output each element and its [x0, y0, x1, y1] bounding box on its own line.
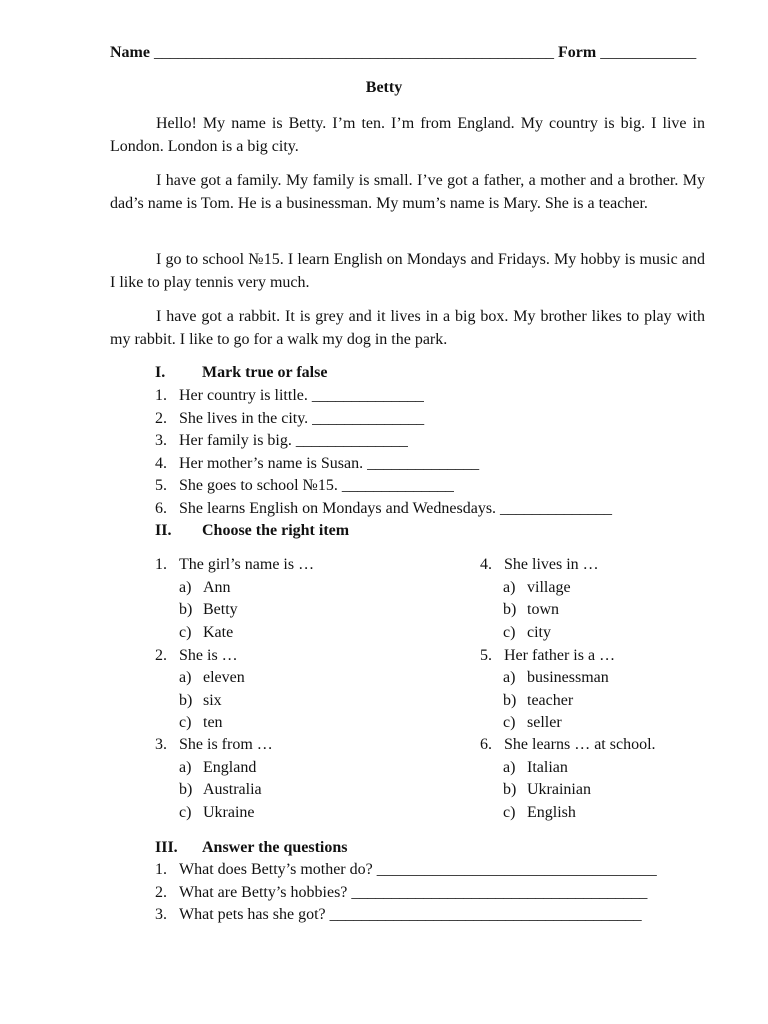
option[interactable]: b) six	[179, 692, 222, 709]
true-false-statement[interactable]: Her family is big. ______________	[179, 432, 408, 449]
list-item: 6. She learns English on Mondays and Wednesdays. ______________	[155, 500, 613, 517]
answer-question[interactable]: What does Betty’s mother do? ___________________________________	[179, 861, 657, 878]
section-2-heading	[155, 522, 349, 540]
option[interactable]: c) Kate	[179, 624, 234, 641]
true-false-statement[interactable]: She lives in the city. ______________	[179, 410, 425, 427]
option[interactable]: c) city	[503, 624, 551, 641]
list-item: 3. What pets has she got? _______________________________________	[155, 906, 642, 923]
name-field[interactable]: __________________________________________________	[153, 44, 554, 61]
paragraph-1: Hello! My name is Betty. I’m ten. I’m from England. My country is big. I live in London. London is a big city.	[110, 115, 705, 155]
section-number: III.	[155, 839, 178, 856]
option[interactable]: c) English	[503, 804, 576, 821]
list-item: 5. She goes to school №15. ______________	[155, 477, 454, 494]
option[interactable]: b) Betty	[179, 601, 238, 618]
list-item: 3. Her family is big. ______________	[155, 432, 408, 449]
option[interactable]: c) seller	[503, 714, 562, 731]
true-false-statement[interactable]: Her country is little. ______________	[179, 387, 424, 404]
option[interactable]: b) teacher	[503, 692, 574, 709]
option[interactable]: a) Italian	[503, 759, 568, 776]
option[interactable]: a) eleven	[179, 669, 245, 686]
question-3: 3. She is from …	[155, 736, 273, 753]
list-item: 1. What does Betty’s mother do? ___________________________________	[155, 861, 657, 878]
list-item: 2. She lives in the city. ______________	[155, 410, 425, 427]
option[interactable]: c) ten	[179, 714, 223, 731]
section-1-heading	[155, 364, 327, 382]
paragraph-3: I go to school №15. I learn English on Mondays and Fridays. My hobby is music and I like to play tennis very much.	[110, 251, 705, 291]
list-item: 2. What are Betty’s hobbies? _____________________________________	[155, 884, 648, 901]
option[interactable]: a) England	[179, 759, 257, 776]
page-title: Betty	[365, 79, 403, 96]
option[interactable]: b) town	[503, 601, 559, 618]
option[interactable]: b) Ukrainian	[503, 781, 591, 798]
question-6: 6. She learns … at school.	[480, 736, 656, 753]
section-title: Choose the right item	[202, 522, 350, 539]
list-item: 4. Her mother’s name is Susan. ______________	[155, 455, 480, 472]
question-1: 1. The girl’s name is …	[155, 556, 315, 573]
paragraph-2: I have got a family. My family is small. I’ve got a father, a mother and a brother. My dad’s name is Tom. He is a businessman. My mum’s name is Mary. She is a teacher.	[110, 172, 705, 212]
form-field[interactable]: ____________	[600, 44, 697, 61]
true-false-statement[interactable]: She learns English on Mondays and Wednesdays. ______________	[179, 500, 613, 517]
option[interactable]: a) Ann	[179, 579, 231, 596]
header-line	[110, 44, 714, 62]
option[interactable]: a) businessman	[503, 669, 609, 686]
section-title: Answer the questions	[202, 839, 348, 856]
option[interactable]: b) Australia	[179, 781, 262, 798]
option[interactable]: c) Ukraine	[179, 804, 255, 821]
paragraph-4: I have got a rabbit. It is grey and it lives in a big box. My brother likes to play with my rabbit. I like to go for a walk my dog in the park.	[110, 308, 705, 348]
question-2: 2. She is …	[155, 647, 238, 664]
section-3-heading	[155, 839, 348, 857]
form-label: Form	[557, 44, 597, 61]
question-5: 5. Her father is a …	[480, 647, 616, 664]
name-label: Name	[110, 44, 150, 61]
answer-question[interactable]: What pets has she got? _______________________________________	[179, 906, 642, 923]
question-4: 4. She lives in …	[480, 556, 599, 573]
true-false-statement[interactable]: She goes to school №15. ______________	[179, 477, 454, 494]
section-number: I.	[155, 364, 166, 381]
section-title: Mark true or false	[202, 364, 328, 381]
option[interactable]: a) village	[503, 579, 571, 596]
answer-question[interactable]: What are Betty’s hobbies? _____________________________________	[179, 884, 648, 901]
true-false-statement[interactable]: Her mother’s name is Susan. ______________	[179, 455, 480, 472]
list-item: 1. Her country is little. ______________	[155, 387, 424, 404]
section-number: II.	[155, 522, 172, 539]
